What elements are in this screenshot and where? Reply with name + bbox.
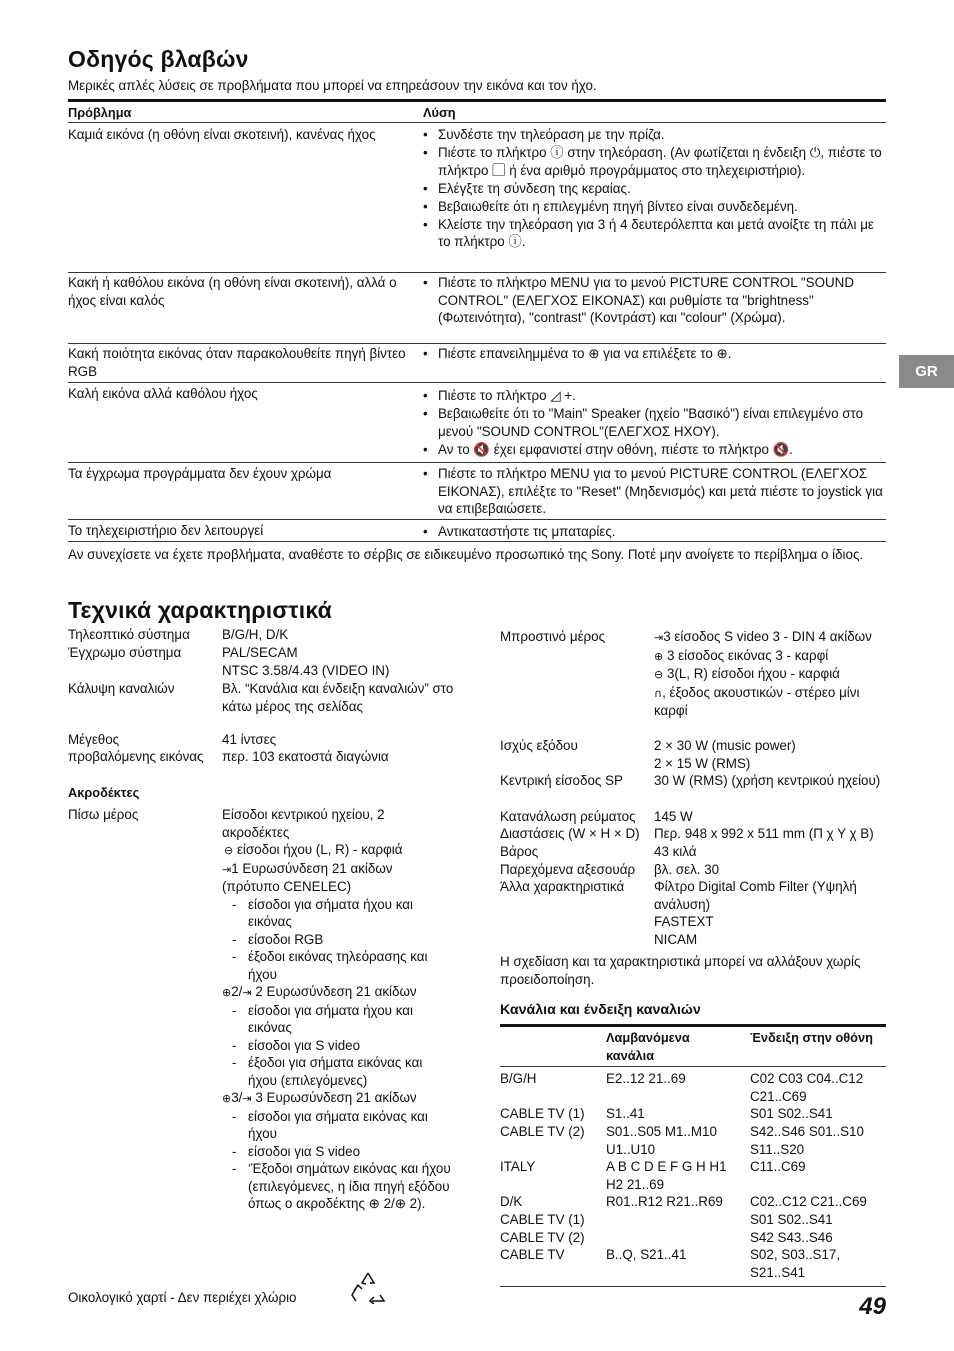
spec-label: Μέγεθος bbox=[68, 732, 120, 747]
speaker-input-text: Είσοδοι κεντρικού ηχείου, 2 ακροδέκτες bbox=[222, 807, 385, 840]
solution-list bbox=[423, 345, 886, 363]
scart3-prefix: 3/ bbox=[231, 1090, 243, 1105]
spec-value: βλ. σελ. 30 bbox=[654, 862, 720, 877]
problem-cell: Κακή ποιότητα εικόνας όταν παρακολουθείτε πηγή βίντεο RGB bbox=[68, 346, 406, 379]
spec-label: Κεντρική είσοδος SP bbox=[500, 773, 623, 788]
audio-in bbox=[222, 841, 452, 860]
scart1-item: - έξοδοι εικόνας τηλεόρασης και ήχου bbox=[230, 948, 452, 983]
table-bottom-rule bbox=[68, 541, 886, 542]
problem-cell: Καμιά εικόνα (η οθόνη είναι σκοτεινή), κανένας ήχος bbox=[68, 127, 376, 142]
front-svideo bbox=[654, 628, 886, 647]
scart3-text: 3 Ευρωσύνδεση 21 ακίδων bbox=[255, 1090, 417, 1105]
troubleshooting-title: Οδηγός βλαβών bbox=[68, 46, 249, 72]
row-rule bbox=[68, 343, 886, 344]
solution-item: • Συνδέστε την τηλεόραση με την πρίζα. bbox=[423, 126, 886, 144]
troubleshooting-intro: Μερικές απλές λύσεις σε προβλήματα που μπορεί να επηρεάσουν την εικόνα και τον ήχο. bbox=[68, 78, 597, 93]
row-rule bbox=[68, 519, 886, 520]
spec-label: Διαστάσεις (W × H × D) bbox=[500, 826, 640, 841]
channel-system: CABLE TV (2) bbox=[500, 1230, 585, 1245]
spec-value: 2 × 30 W (music power) bbox=[654, 738, 796, 753]
solution-item: • Κλείστε την τηλεόραση για 3 ή 4 δευτερόλεπτα και μετά ανοίξτε τη πάλι με το πλήκτρο ⓘ. bbox=[423, 216, 886, 251]
language-tab: GR bbox=[899, 355, 954, 388]
spec-value: Περ. 948 x 992 x 511 mm (Π χ Υ χ Β) bbox=[654, 826, 874, 841]
scart2-item: - είσοδοι για S video bbox=[230, 1037, 452, 1055]
col-header-problem: Πρόβλημα bbox=[68, 105, 132, 120]
channel-display: S02, S03..S17, S21..S41 bbox=[750, 1247, 841, 1280]
scart3-list bbox=[222, 1108, 452, 1213]
channels-header-rule bbox=[500, 1066, 886, 1067]
audio-in-icon: ⊖ bbox=[654, 668, 664, 681]
channels-top-rule bbox=[500, 1024, 886, 1027]
spec-value: FASTEXT bbox=[654, 914, 714, 929]
scart2-list bbox=[222, 1002, 452, 1090]
scart3 bbox=[222, 1089, 452, 1108]
spec-label: Κάλυψη καναλιών bbox=[68, 681, 175, 696]
solution-list bbox=[423, 126, 886, 251]
channel-system: ITALY bbox=[500, 1159, 536, 1174]
scart3-item: - είσοδοι για σήματα εικόνας και ήχου bbox=[230, 1108, 452, 1143]
channel-system: D/K bbox=[500, 1194, 523, 1209]
spec-label: Κατανάλωση ρεύματος bbox=[500, 809, 636, 824]
scart-in-icon: ⇥ bbox=[222, 862, 232, 876]
channel-display: C02..C12 C21..C69 bbox=[750, 1194, 867, 1209]
video-in-icon: ⊕ bbox=[654, 649, 664, 663]
front-svideo-text: 3 είσοδος S video 3 - DIN 4 ακίδων bbox=[663, 629, 872, 644]
scart1 bbox=[222, 860, 452, 896]
spec-label: Μπροστινό μέρος bbox=[500, 629, 606, 644]
channel-received: E2..12 21..69 bbox=[606, 1071, 686, 1086]
spec-value: 2 × 15 W (RMS) bbox=[654, 756, 751, 771]
spec-value: περ. 103 εκατοστά διαγώνια bbox=[222, 749, 389, 764]
headphone-icon: ∩ bbox=[654, 686, 663, 700]
spec-value: 43 κιλά bbox=[654, 844, 697, 859]
front-connectors bbox=[654, 628, 886, 720]
solution-item: • Βεβαιωθείτε ότι η επιλεγμένη πηγή βίντεο είναι συνδεδεμένη. bbox=[423, 198, 886, 216]
channel-display: S42 S43..S46 bbox=[750, 1230, 833, 1245]
solution-item: • Ελέγξτε τη σύνδεση της κεραίας. bbox=[423, 180, 886, 198]
connectors-heading: Ακροδέκτες bbox=[68, 785, 140, 800]
spec-value: PAL/SECAM bbox=[222, 645, 298, 660]
page-number: 49 bbox=[859, 1293, 886, 1320]
problem-cell: Καλή εικόνα αλλά καθόλου ήχος bbox=[68, 386, 258, 401]
svideo-icon: ⇥ bbox=[654, 631, 664, 644]
channel-display: C11..C69 bbox=[750, 1159, 806, 1174]
problem-cell: Το τηλεχειριστήριο δεν λειτουργεί bbox=[68, 523, 264, 538]
front-headphone bbox=[654, 684, 886, 720]
scart1-item: - είσοδοι για σήματα ήχου και εικόνας bbox=[230, 896, 452, 931]
scart-io-icon: ⊕ bbox=[222, 1092, 232, 1105]
spec-label: Έγχρωμο σύστημα bbox=[68, 645, 182, 660]
front-video bbox=[654, 647, 886, 666]
solution-item: • Αν το 🔇 έχει εμφανιστεί στην οθόνη, πιέστε το πλήκτρο 🔇. bbox=[423, 441, 886, 459]
channel-received: R01..R12 R21..R69 bbox=[606, 1194, 723, 1209]
specs-title: Τεχνικά χαρακτηριστικά bbox=[68, 597, 332, 623]
front-headphone-text: , έξοδος ακουστικών - στέρεο μίνι καρφί bbox=[654, 684, 860, 718]
channel-system: CABLE TV bbox=[500, 1247, 565, 1262]
problem-cell: Κακή ή καθόλου εικόνα (η οθόνη είναι σκοτεινή), αλλά ο ήχος είναι καλός bbox=[68, 275, 397, 308]
channels-title: Κανάλια και ένδειξη καναλιών bbox=[500, 1002, 701, 1018]
solution-list bbox=[423, 523, 886, 541]
audio-in-text: είσοδοι ήχου (L, R) - καρφιά bbox=[236, 842, 403, 857]
problem-cell: Τα έγχρωμα προγράμματα δεν έχουν χρώμα bbox=[68, 466, 332, 481]
scart2-item: - έξοδοι για σήματα εικόνας και ήχου (επιλεγόμενες) bbox=[230, 1054, 452, 1089]
solution-item: • Αντικαταστήστε τις μπαταρίες. bbox=[423, 523, 886, 541]
channel-received: B..Q, S21..41 bbox=[606, 1247, 687, 1262]
channel-system: B/G/H bbox=[500, 1071, 537, 1086]
spec-value: Βλ. “Κανάλια και ένδειξη καναλιών” στο κάτω μέρος της σελίδας bbox=[222, 681, 454, 714]
scart2-prefix: 2/ bbox=[231, 984, 243, 999]
spec-value: NICAM bbox=[654, 932, 698, 947]
spec-label: Βάρος bbox=[500, 844, 539, 859]
scart1-list bbox=[222, 896, 452, 984]
solution-item: • Πιέστε το πλήκτρο MENU για το μενού PICTURE CONTROL (ΕΛΕΓΧΟΣ ΕΙΚΟΝΑΣ), επιλέξτε το "Reset" (Μηδενισμός) και μετά πιέστε το joystick για να επιβεβαιώσετε. bbox=[423, 465, 886, 518]
channels-bottom-rule bbox=[500, 1286, 886, 1287]
design-note: Η σχεδίαση και τα χαρακτηριστικά μπορεί να αλλάξουν χωρίς προειδοποίηση. bbox=[500, 954, 861, 987]
solution-list bbox=[423, 465, 886, 518]
scart1-item: - είσοδοι RGB bbox=[230, 931, 452, 949]
header-rule bbox=[68, 122, 886, 123]
spec-label: Παρεχόμενα αξεσουάρ bbox=[500, 862, 636, 877]
channel-display: S01 S02..S41 bbox=[750, 1106, 833, 1121]
row-rule bbox=[68, 272, 886, 273]
scart3-item: - ‘Έξοδοι σημάτων εικόνας και ήχου (επιλεγόμενες, η ίδια πηγή εξόδου όπως ο ακροδέκτης ⊕ 2/⊕ 2). bbox=[230, 1160, 452, 1213]
col-header-received: Λαμβανόμενα κανάλια bbox=[606, 1030, 690, 1063]
rear-connectors bbox=[222, 806, 452, 1213]
scart2 bbox=[222, 983, 452, 1002]
spec-label: Τηλεοπτικό σύστημα bbox=[68, 627, 190, 642]
channel-display: C02 C03 C04..C12 C21..C69 bbox=[750, 1071, 864, 1104]
channel-received: S01..S05 M1..M10 U1..U10 bbox=[606, 1124, 717, 1157]
spec-value: 41 ίντσες bbox=[222, 732, 277, 747]
channel-system: CABLE TV (2) bbox=[500, 1124, 585, 1139]
spec-value: NTSC 3.58/4.43 (VIDEO IN) bbox=[222, 663, 390, 678]
channel-display: S01 S02..S41 bbox=[750, 1212, 833, 1227]
speaker-input bbox=[222, 806, 452, 841]
solution-item: • Πιέστε το πλήκτρο ◿ +. bbox=[423, 387, 886, 405]
spec-value: B/G/H, D/K bbox=[222, 627, 289, 642]
scart3-item: - είσοδοι για S video bbox=[230, 1143, 452, 1161]
col-header-solution: Λύση bbox=[423, 105, 456, 120]
solution-item: • Πιέστε το πλήκτρο ⓘ στην τηλεόραση. (Αν φωτίζεται η ένδειξη ⏻, πιέστε το πλήκτρο ▢ ή ένα αριθμό προγράμματος στο τηλεχειριστήριο). bbox=[423, 144, 886, 179]
spec-label: προβαλόμενης εικόνας bbox=[68, 749, 204, 764]
table-top-rule bbox=[68, 99, 886, 102]
recycle-icon bbox=[350, 1270, 386, 1304]
channel-display: S42..S46 S01..S10 S11..S20 bbox=[750, 1124, 864, 1157]
solution-item: • Βεβαιωθείτε ότι το "Main" Speaker (ηχείο "Βασικό") είναι επιλεγμένο στο μενού "SOUND CONTROL"(ΕΛΕΓΧΟΣ ΗΧΟΥ). bbox=[423, 405, 886, 440]
troubleshooting-footer: Αν συνεχίσετε να έχετε προβλήματα, αναθέστε το σέρβις σε ειδικευμένο προσωπικό της Sony. Ποτέ μην ανοίγετε το περίβλημα ο ίδιος. bbox=[68, 547, 864, 562]
rear-label: Πίσω μέρος bbox=[68, 807, 139, 822]
channel-system: CABLE TV (1) bbox=[500, 1212, 585, 1227]
solution-item: • Πιέστε επανειλημμένα το ⊕ για να επιλέξετε το ⊕. bbox=[423, 345, 886, 363]
spec-value: 145 W bbox=[654, 809, 693, 824]
scart-io-icon: ⊕ bbox=[222, 986, 232, 999]
eco-note: Οικολογικό χαρτί - Δεν περιέχει χλώριο bbox=[68, 1290, 297, 1305]
scart1-text: 1 Ευρωσύνδεση 21 ακίδων (πρότυπο CENELEC) bbox=[222, 860, 393, 894]
svideo-icon: ⇥ bbox=[242, 1092, 252, 1105]
svideo-icon: ⇥ bbox=[242, 986, 252, 999]
channel-received: A B C D E F G H H1 H2 21..69 bbox=[606, 1159, 727, 1192]
row-rule bbox=[68, 462, 886, 463]
scart2-text: 2 Ευρωσύνδεση 21 ακίδων bbox=[255, 984, 417, 999]
spec-label: Ισχύς εξόδου bbox=[500, 738, 578, 753]
front-video-text: 3 είσοδος εικόνας 3 - καρφί bbox=[666, 647, 829, 663]
solution-item: • Πιέστε το πλήκτρο MENU για το μενού PICTURE CONTROL "SOUND CONTROL" (ΕΛΕΓΧΟΣ ΕΙΚΟΝΑΣ) και ρυθμίστε τα "brightness" (Φωτεινότητα), "contrast" (Κοντράστ) και "colour" (Χρώμα). bbox=[423, 274, 886, 327]
scart2-item: - είσοδοι για σήματα ήχου και εικόνας bbox=[230, 1002, 452, 1037]
front-audio bbox=[654, 665, 886, 684]
solution-list bbox=[423, 387, 886, 459]
spec-label: Άλλα χαρακτηριστικά bbox=[500, 879, 625, 894]
spec-value: Φίλτρο Digital Comb Filter (Υψηλή ανάλυση) bbox=[654, 879, 857, 912]
solution-list bbox=[423, 274, 886, 327]
audio-in-icon: ⊖ bbox=[224, 844, 234, 857]
channel-system: CABLE TV (1) bbox=[500, 1106, 585, 1121]
front-audio-text: 3(L, R) είσοδοι ήχου - καρφιά bbox=[666, 666, 840, 681]
row-rule bbox=[68, 382, 886, 383]
channel-received: S1..41 bbox=[606, 1106, 645, 1121]
col-header-display: Ένδειξη στην οθόνη bbox=[750, 1030, 873, 1045]
spec-value: 30 W (RMS) (χρήση κεντρικού ηχείου) bbox=[654, 773, 881, 788]
